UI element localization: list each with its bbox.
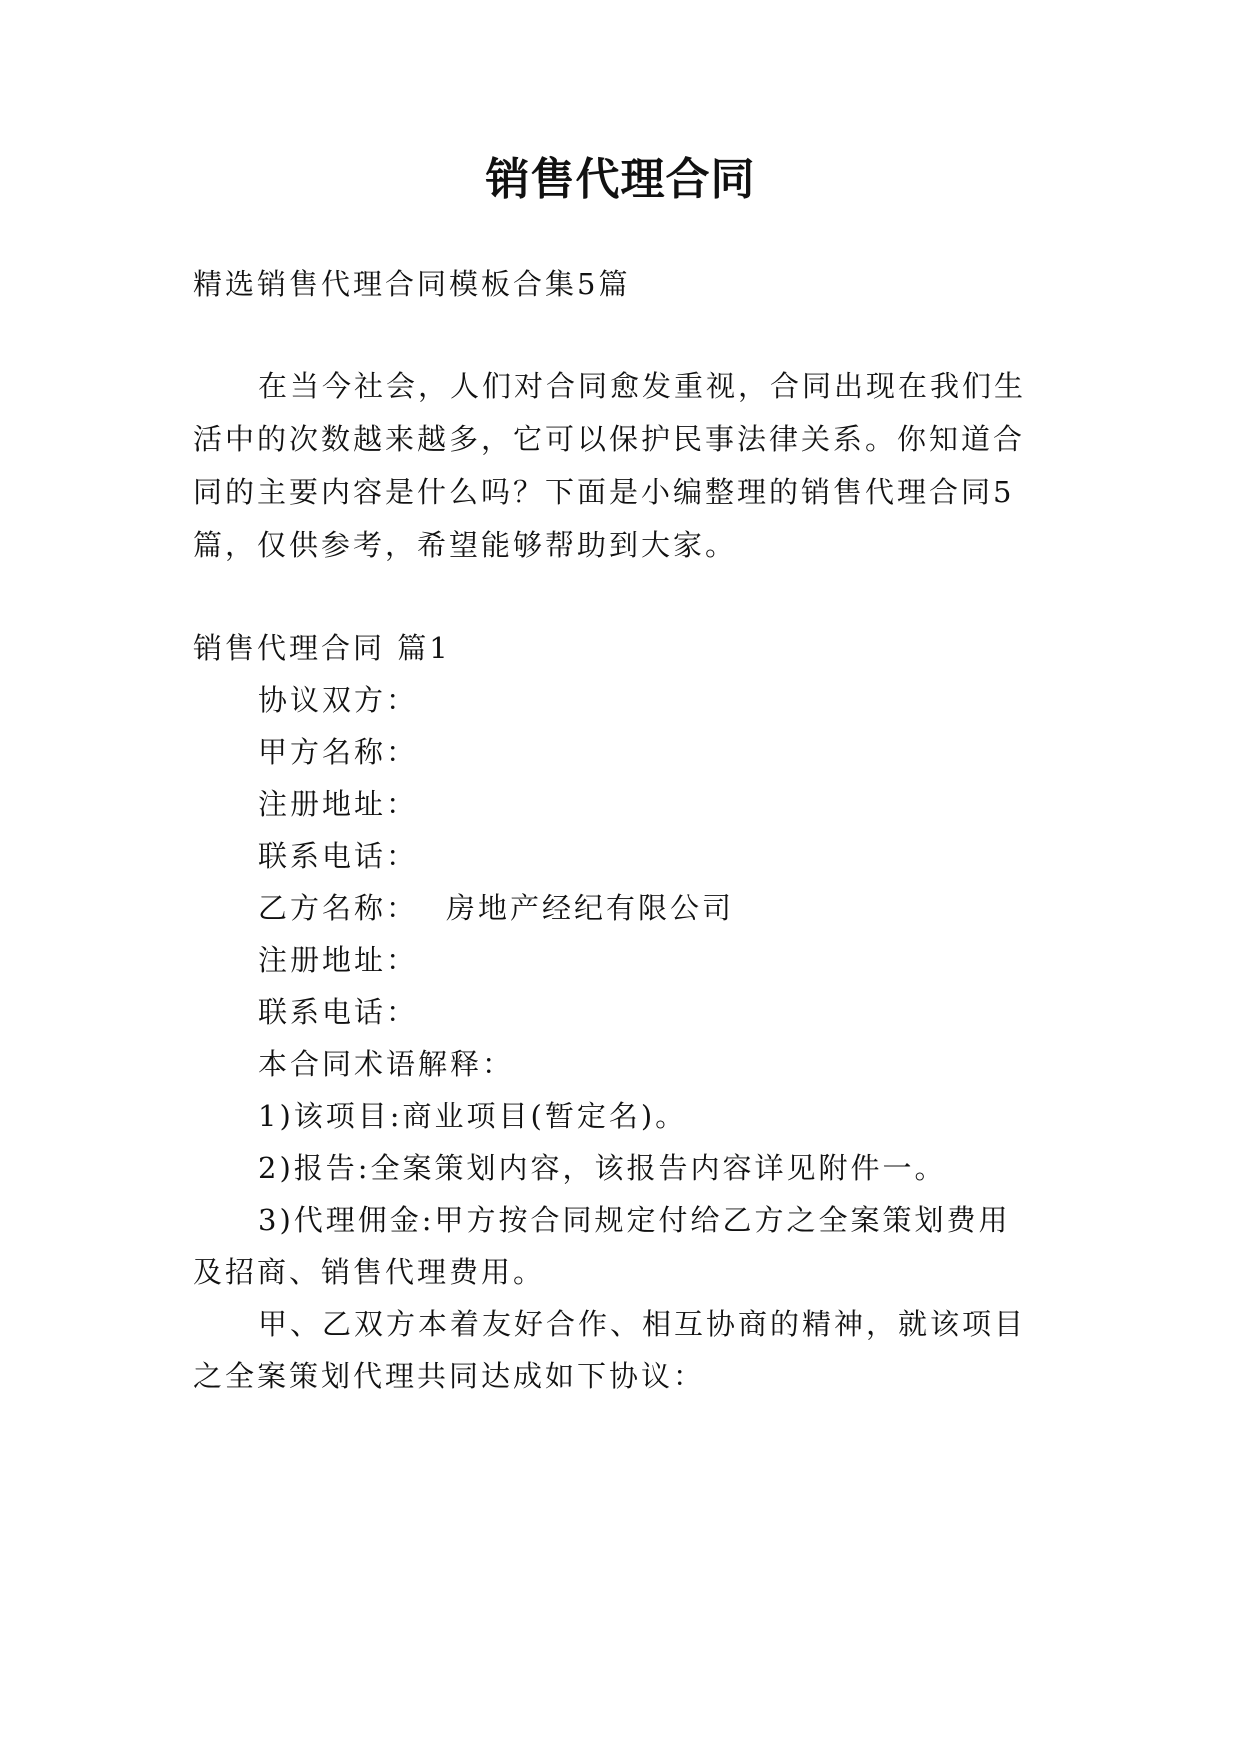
parties-label: 协议双方： xyxy=(258,683,419,717)
party-a-address-label: 注册地址： xyxy=(258,787,419,821)
term-1: 1)该项目:商业项目(暂定名)。 xyxy=(258,1099,688,1133)
term-3-line-2: 及招商、销售代理费用。 xyxy=(193,1255,546,1289)
intro-line-1: 在当今社会，人们对合同愈发重视，合同出现在我们生 xyxy=(258,369,1027,403)
party-b-name-row xyxy=(258,888,734,928)
section-heading: 销售代理合同 篇1 xyxy=(193,631,451,665)
intro-line-3: 同的主要内容是什么吗？下面是小编整理的销售代理合同5 xyxy=(193,475,1015,509)
intro-line-4: 篇，仅供参考，希望能够帮助到大家。 xyxy=(193,528,738,562)
agreement-line-1: 甲、乙双方本着友好合作、相互协商的精神，就该项目 xyxy=(258,1307,1027,1341)
party-b-phone-label: 联系电话： xyxy=(258,995,419,1029)
party-a-name-label: 甲方名称： xyxy=(258,735,419,769)
party-a-phone-label: 联系电话： xyxy=(258,839,419,873)
party-b-address-label: 注册地址： xyxy=(258,943,419,977)
term-3-line-1: 3)代理佣金:甲方按合同规定付给乙方之全案策划费用 xyxy=(258,1203,1011,1237)
agreement-line-2: 之全案策划代理共同达成如下协议： xyxy=(193,1359,706,1393)
subtitle: 精选销售代理合同模板合集5篇 xyxy=(193,267,631,301)
page-title: 销售代理合同 xyxy=(485,154,756,205)
terms-heading: 本合同术语解释： xyxy=(258,1047,515,1081)
intro-line-2: 活中的次数越来越多，它可以保护民事法律关系。你知道合 xyxy=(193,422,1026,456)
party-b-name-value: 房地产经纪有限公司 xyxy=(446,891,735,925)
party-b-name-label: 乙方名称： xyxy=(258,891,419,925)
term-2: 2)报告:全案策划内容，该报告内容详见附件一。 xyxy=(258,1151,947,1185)
